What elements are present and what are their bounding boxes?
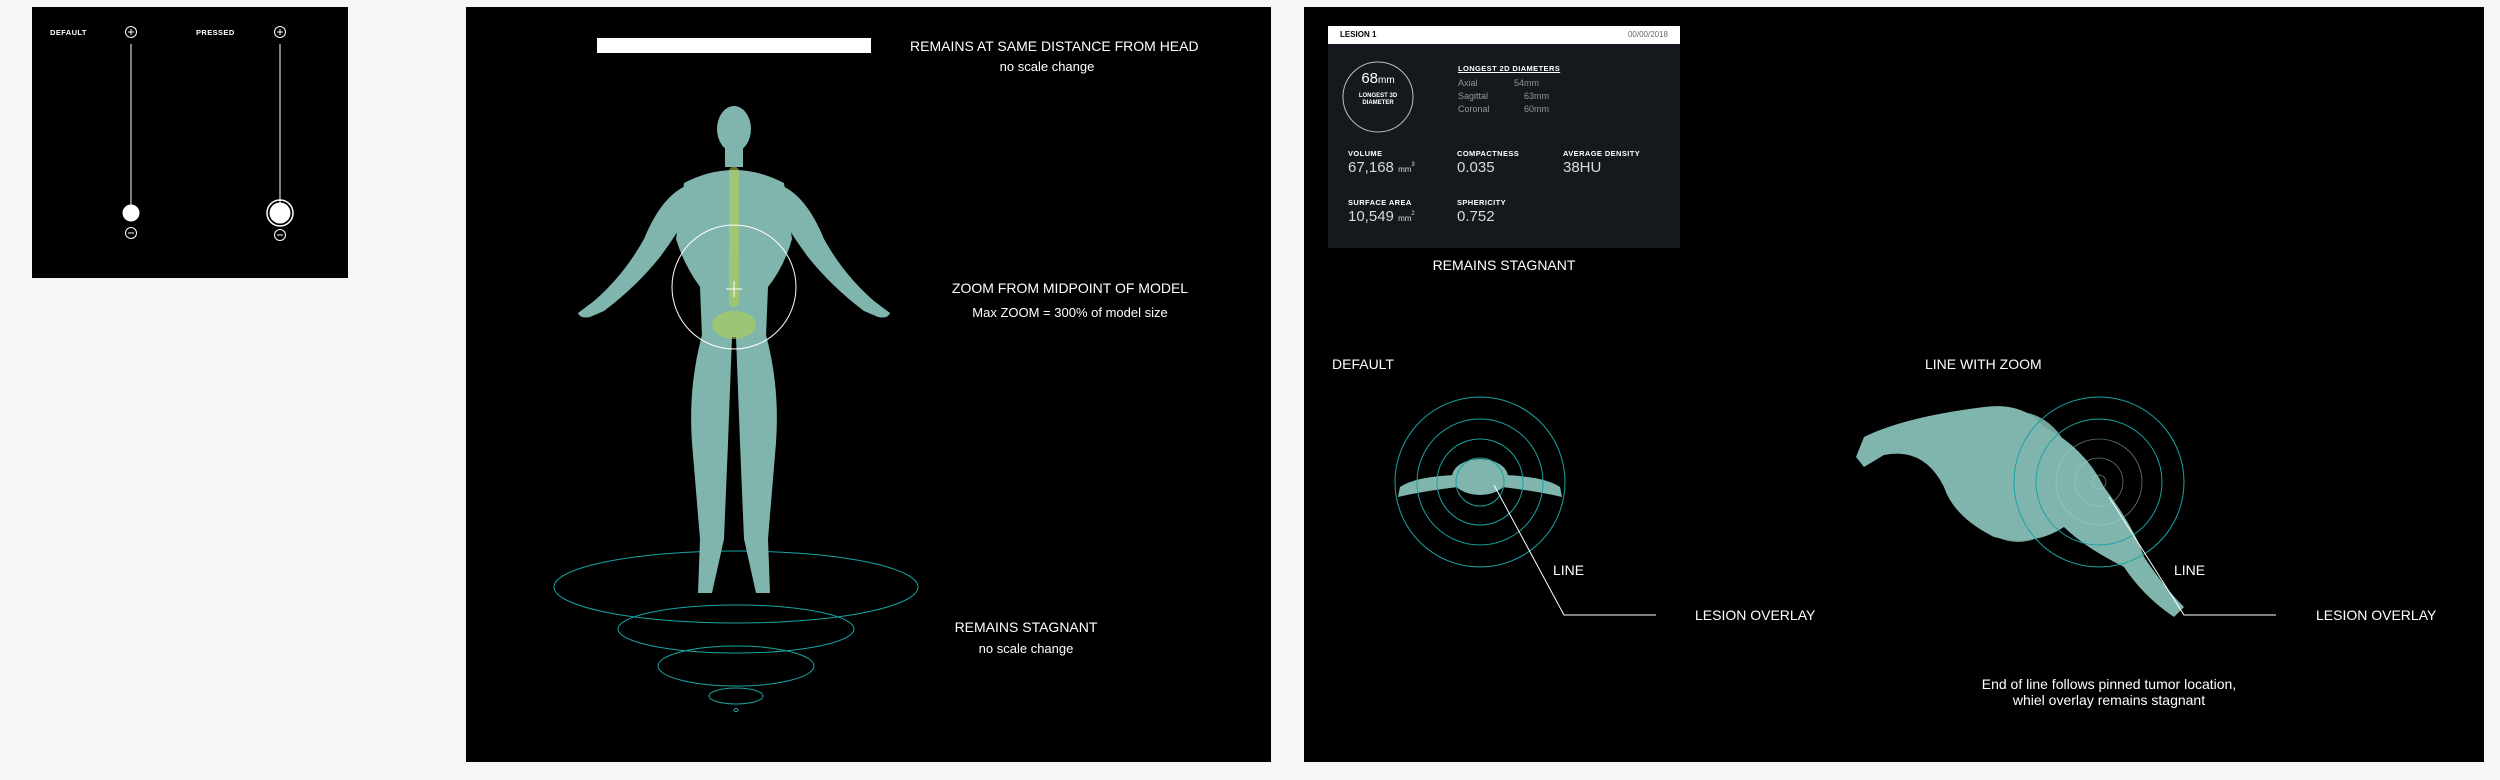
pressed-state-label: PRESSED [196, 28, 235, 37]
lesion-overlay-graphic[interactable] [1304, 7, 2484, 762]
lesion-overlay-panel [1304, 7, 2484, 762]
lesion-date: 00/00/2018 [1627, 30, 1668, 39]
body-topdown-zoomed [1856, 406, 2184, 617]
head-label: REMAINS AT SAME DISTANCE FROM HEAD [910, 38, 1199, 54]
diameter-caption-2: DIAMETER [1362, 100, 1394, 106]
surface-area-value: 10,549 $mm^2$ [1348, 208, 1415, 225]
line-with-zoom-label: LINE WITH ZOOM [1925, 356, 2042, 372]
body-topdown-default [1398, 459, 1562, 497]
lesion-title: LESION 1 [1340, 30, 1377, 39]
base-label: REMAINS STAGNANT [954, 619, 1098, 635]
zoom-sublabel: Max ZOOM = 300% of model size [972, 305, 1168, 320]
diameters-title: LONGEST 2D DIAMETERS [1458, 64, 1561, 73]
diameter-axial-plane: Axial [1458, 78, 1478, 88]
head-sublabel: no scale change [999, 59, 1095, 74]
sphericity-value: 0.752 [1457, 208, 1495, 225]
lesion-overlay-label-default: LESION OVERLAY [1695, 607, 1816, 623]
zoom-in-button-default[interactable] [126, 27, 137, 38]
stagnant-label: REMAINS STAGNANT [1432, 257, 1576, 273]
diameter-sagittal-plane: Sagittal [1458, 91, 1489, 101]
sphericity-label: SPHERICITY [1457, 198, 1507, 207]
zoom-label: ZOOM FROM MIDPOINT OF MODEL [951, 280, 1189, 296]
surface-area-label: SURFACE AREA [1348, 198, 1412, 207]
default-state-label: DEFAULT [50, 28, 87, 37]
density-value: 38HU [1563, 159, 1602, 176]
volume-value: 67,168 $mm^3$ [1348, 159, 1415, 176]
zoom-slider-graphic [32, 7, 348, 278]
slider-thumb-pressed[interactable] [270, 203, 291, 224]
zoom-out-button-pressed[interactable] [275, 230, 286, 241]
density-label: AVERAGE DENSITY [1563, 149, 1641, 158]
note-line-2: whiel overlay remains stagnant [2012, 692, 2206, 708]
diameter-caption-1: LONGEST 3D [1358, 93, 1398, 99]
diameter-sagittal-value: 63mm [1524, 91, 1550, 101]
diameter-coronal-value: 60mm [1524, 104, 1550, 114]
diameter-coronal-plane: Coronal [1458, 104, 1490, 114]
base-sublabel: no scale change [978, 641, 1074, 656]
zoom-out-button-default[interactable] [126, 228, 137, 239]
diameter-axial-value: 54mm [1514, 78, 1540, 88]
slider-thumb-default[interactable] [123, 205, 140, 222]
note-line-1: End of line follows pinned tumor location, [1981, 676, 2237, 692]
base-rings [554, 551, 918, 712]
zoom-slider-panel [32, 7, 348, 278]
line-label-default: LINE [1553, 562, 1585, 578]
volume-label: VOLUME [1348, 149, 1383, 158]
model-zoom-panel [466, 7, 1271, 762]
leader-line-default [1494, 485, 1656, 615]
body-model-graphic[interactable] [466, 7, 1271, 762]
zoom-in-button-pressed[interactable] [275, 27, 286, 38]
diameter-value: 68mm [1361, 70, 1395, 87]
line-label-zoom: LINE [2174, 562, 2206, 578]
default-view-label: DEFAULT [1332, 356, 1394, 372]
compactness-label: COMPACTNESS [1457, 149, 1520, 158]
lesion-overlay-label-zoom: LESION OVERLAY [2316, 607, 2437, 623]
compactness-value: 0.035 [1457, 159, 1495, 176]
